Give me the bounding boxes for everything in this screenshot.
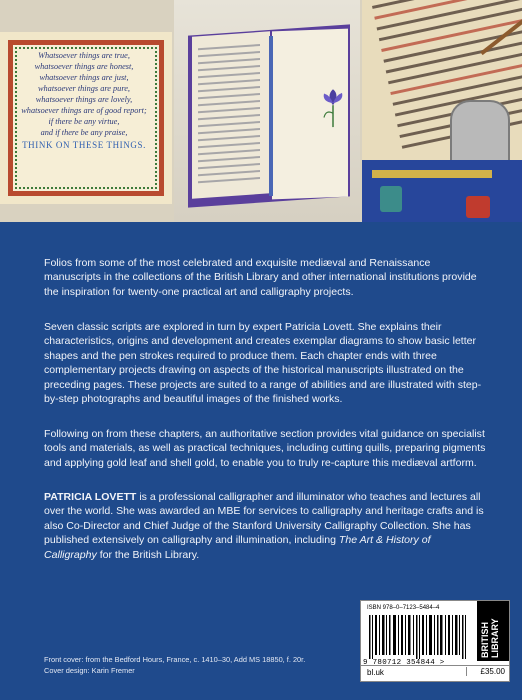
verse-line: and if there be any praise, <box>40 128 128 137</box>
verse-text <box>14 50 154 151</box>
author-bio-text: is a professional calligrapher and illuminator who teaches and lectures all over the world. She was awarded an MBE for services to calligraphy and heritage crafts and is also Co-Director and Chief Judge of the Stanford University Calligraphy Collection. She has published extensively on calligraphy and illumination, including <box>44 491 484 547</box>
verse-line: whatsoever things are lovely, <box>35 95 133 104</box>
isbn-footer-row <box>361 665 509 681</box>
verse-line: whatsoever things are pure, <box>37 84 131 93</box>
iris-flower-icon <box>318 87 348 128</box>
front-cover-credit: Front cover: from the Bedford Hours, France, c. 1410–30, Add MS 18850, f. 20r. <box>44 655 306 664</box>
intro-paragraph: Folios from some of the most celebrated and exquisite mediæval and Renaissance manuscripts in the collections of the British Library and other international institutions provide the inspiration for twenty-one practical art and calligraphy projects. <box>44 257 477 298</box>
british-library-logo <box>477 601 509 661</box>
cover-photo-strip <box>0 0 522 222</box>
handwritten-lines <box>198 44 260 188</box>
barcode-digits: 9 780712 354844 > <box>363 659 445 667</box>
verse-line: whatsoever things are just, <box>39 73 129 82</box>
logo-text <box>480 618 500 658</box>
verse-line: whatsoever things are honest, <box>34 62 134 71</box>
book-title: The Art & History of Calligraphy <box>44 534 431 561</box>
techniques-paragraph: Following on from these chapters, an authoritative section provides vital guidance on specialist tools and materials, as well as practical techniques, including cutting quills, preparing pigments and applying gold leaf and shell gold, to enable you to truly re-capture this mediæval artform. <box>44 428 486 469</box>
illuminated-manuscript-image <box>362 0 522 222</box>
author-bio-paragraph <box>44 490 486 562</box>
book-page-right <box>272 29 348 200</box>
book-spine <box>269 36 273 196</box>
paint-jar <box>380 186 402 212</box>
logo-line-library: LIBRARY <box>490 618 500 658</box>
cover-design-credit: Cover design: Karin Fremer <box>44 666 135 675</box>
verse-line: Whatsoever things are true, <box>38 51 130 60</box>
gilded-bar <box>372 170 492 178</box>
publisher-website: bl.uk <box>367 668 384 677</box>
verse-line: whatsoever things are of good report; <box>21 106 147 115</box>
isbn-barcode-box <box>360 600 510 682</box>
open-book-image <box>174 0 360 222</box>
calligraphy-verse-image <box>0 32 172 204</box>
verse-line: if there be any virtue, <box>48 117 120 126</box>
book-page-left <box>192 31 270 198</box>
scripts-paragraph: Seven classic scripts are explored in turn by expert Patricia Lovett. She explains their characteristics, origins and development and creates exemplar diagrams to show basic letter shapes and the pen strokes required to produce them. Each chapter ends with three complementary projects drawing on aspects of the historical manuscripts illustrated on the preceding pages. These projects are suited to a range of abilities and are illustrated with step-by-step photographs and beautiful images of the finished works. <box>44 321 482 406</box>
author-bio-end: for the British Library. <box>96 548 200 561</box>
isbn-label: ISBN 978–0–7123–5484–4 <box>367 605 440 611</box>
price: £35.00 <box>466 667 505 676</box>
logo-line-british: BRITISH <box>480 622 490 658</box>
paint-jar-red <box>466 196 490 218</box>
barcode-icon <box>367 615 471 659</box>
verse-final-line: THINK ON THESE THINGS. <box>22 140 146 150</box>
author-name: PATRICIA LOVETT <box>44 491 137 503</box>
